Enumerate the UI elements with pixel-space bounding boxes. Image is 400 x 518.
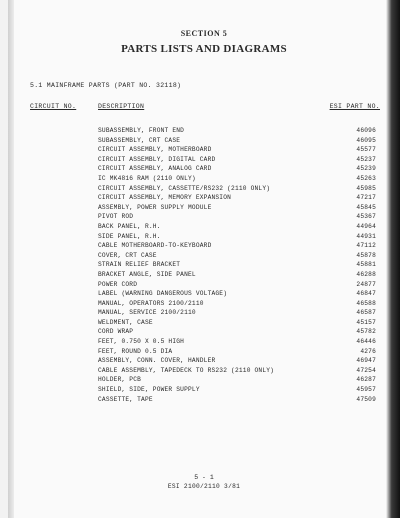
page-number: 5 - 1 (194, 474, 214, 481)
part-description: ASSEMBLY, CONN. COVER, HANDLER (98, 357, 216, 365)
part-description: MANUAL, SERVICE 2100/2110 (98, 309, 196, 317)
table-row (8, 242, 400, 252)
table-row (8, 233, 400, 243)
column-header-circuit-no: CIRCUIT NO. (30, 103, 77, 110)
part-description: PIVOT ROD (98, 213, 134, 221)
part-number: 47217 (356, 194, 376, 202)
table-row (8, 300, 400, 310)
table-row (8, 376, 400, 386)
part-description: FEET, 0.750 X 0.5 HIGH (98, 338, 185, 346)
part-number: 46446 (356, 338, 376, 346)
table-row (8, 185, 400, 195)
part-description: POWER CORD (98, 280, 138, 288)
part-number: 45985 (356, 184, 376, 192)
part-number: 46287 (356, 376, 376, 384)
part-number: 46947 (356, 357, 376, 365)
part-description: HOLDER, PCB (98, 376, 142, 384)
part-description: CABLE MOTHERBOARD-TO-KEYBOARD (98, 242, 212, 250)
table-row (8, 261, 400, 271)
table-row (8, 252, 400, 262)
part-description: BACK PANEL, R.H. (98, 222, 161, 230)
table-row (8, 328, 400, 338)
part-description: CORD WRAP (98, 328, 134, 336)
table-row (8, 175, 400, 185)
part-description: CIRCUIT ASSEMBLY, DIGITAL CARD (98, 155, 216, 163)
part-description: MANUAL, OPERATORS 2100/2110 (98, 299, 204, 307)
table-row (8, 137, 400, 147)
part-number: 45239 (356, 165, 376, 173)
page-right-edge-shadow (386, 0, 400, 518)
part-number: 24877 (356, 280, 376, 288)
table-row (8, 357, 400, 367)
part-description: CABLE ASSEMBLY, TAPEDECK TO RS232 (2110 ONLY) (98, 366, 275, 374)
part-description: COVER, CRT CASE (98, 251, 157, 259)
part-description: FEET, ROUND 0.5 DIA (98, 347, 173, 355)
table-row (8, 386, 400, 396)
part-description: SUBASSEMBLY, CRT CASE (98, 136, 181, 144)
part-number: 47509 (356, 395, 376, 403)
table-row (8, 348, 400, 358)
part-number: 45782 (356, 328, 376, 336)
part-number: 4276 (360, 347, 376, 355)
table-row (8, 156, 400, 166)
part-description: CIRCUIT ASSEMBLY, MEMORY EXPANSION (98, 194, 232, 202)
parts-table (8, 127, 400, 405)
part-number: 45157 (356, 318, 376, 326)
part-number: 47254 (356, 366, 376, 374)
part-description: LABEL (WARNING DANGEROUS VOLTAGE) (98, 290, 228, 298)
part-number: 47112 (356, 242, 376, 250)
table-row (8, 204, 400, 214)
part-number: 46847 (356, 290, 376, 298)
table-row (8, 338, 400, 348)
part-number: 46096 (356, 127, 376, 134)
part-number: 45878 (356, 251, 376, 259)
part-number: 46588 (356, 299, 376, 307)
part-description: WELDMENT, CASE (98, 318, 153, 326)
part-description: IC MK4816 RAM (2110 ONLY) (98, 174, 196, 182)
part-number: 45237 (356, 155, 376, 163)
part-description: ASSEMBLY, POWER SUPPLY MODULE (98, 203, 212, 211)
table-row (8, 367, 400, 377)
part-description: SIDE PANEL, R.H. (98, 232, 161, 240)
table-row (8, 213, 400, 223)
part-number: 45881 (356, 261, 376, 269)
part-number: 46288 (356, 270, 376, 278)
section-number: SECTION 5 (180, 29, 228, 38)
part-number: 45845 (356, 203, 376, 211)
part-description: BRACKET ANGLE, SIDE PANEL (98, 270, 196, 278)
part-description: STRAIN RELIEF BRACKET (98, 261, 181, 269)
part-description: CIRCUIT ASSEMBLY, ANALOG CARD (98, 165, 212, 173)
part-number: 44931 (356, 232, 376, 240)
part-number: 45263 (356, 174, 376, 182)
part-number: 46095 (356, 136, 376, 144)
part-description: CIRCUIT ASSEMBLY, CASSETTE/RS232 (2110 ONLY) (98, 184, 271, 192)
part-number: 45577 (356, 146, 376, 154)
part-number: 44964 (356, 222, 376, 230)
part-description: CIRCUIT ASSEMBLY, MOTHERBOARD (98, 146, 212, 154)
part-number: 46587 (356, 309, 376, 317)
table-row (8, 319, 400, 329)
subsection-heading: 5.1 MAINFRAME PARTS (PART NO. 32118) (30, 82, 182, 89)
table-row (8, 281, 400, 291)
table-row (8, 127, 400, 137)
table-row (8, 223, 400, 233)
table-row (8, 271, 400, 281)
table-row (8, 146, 400, 156)
table-row (8, 165, 400, 175)
part-description: SHIELD, SIDE, POWER SUPPLY (98, 386, 200, 394)
part-number: 45957 (356, 386, 376, 394)
column-header-esi-part-no: ESI PART NO. (329, 103, 380, 110)
footer-model-date: ESI 2100/2110 3/81 (167, 483, 241, 490)
table-row (8, 396, 400, 406)
document-page (8, 0, 400, 518)
column-header-description: DESCRIPTION (98, 103, 145, 110)
part-description: CASSETTE, TAPE (98, 395, 153, 403)
part-description: SUBASSEMBLY, FRONT END (98, 127, 185, 134)
page-title: PARTS LISTS AND DIAGRAMS (121, 43, 287, 55)
part-number: 45367 (356, 213, 376, 221)
table-row (8, 194, 400, 204)
table-row (8, 290, 400, 300)
table-row (8, 309, 400, 319)
